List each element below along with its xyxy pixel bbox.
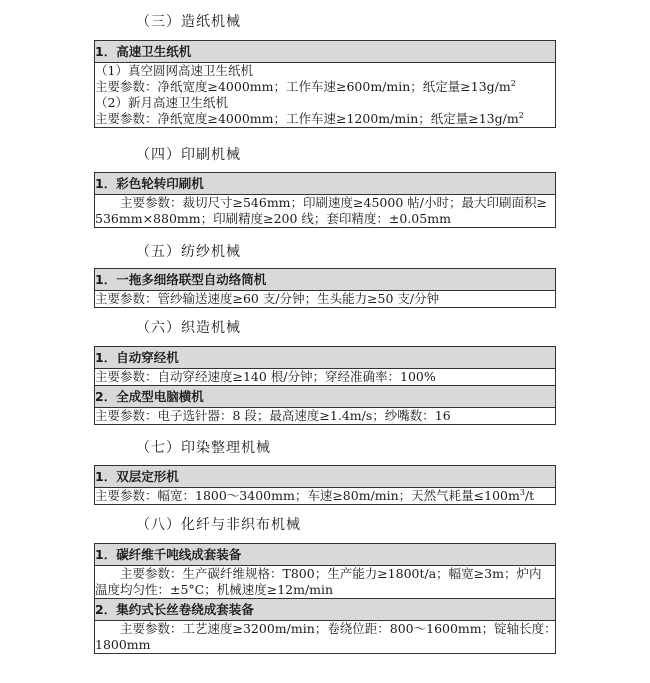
param-line: 主要参数：净纸宽度≥4000mm；工作车速≥1200m/min；纸定量$\ge 13g/m^2$ [95, 110, 524, 126]
subitem-title: （1）真空圆网高速卫生纸机 [95, 63, 253, 78]
section-title-dyeing: （七）印染整理机械 [136, 440, 271, 456]
item-body [95, 63, 556, 128]
item-body [95, 369, 556, 386]
section-title-weaving: （六）织造机械 [136, 320, 241, 336]
item-body [95, 195, 556, 228]
item-body [95, 408, 556, 425]
subitem-title: （2）新月高速卫生纸机 [95, 95, 228, 110]
param-line: 主要参数：工艺速度≥3200m/min；卷绕位距：800～1600mm；锭轴长度： [120, 621, 557, 636]
param-line-cont: 536mm×880mm；印刷精度≥200 线；套印精度：±0.05mm [95, 211, 451, 226]
item-header: 1．双层定形机 [95, 466, 556, 488]
item-header: 1．碳纤维千吨线成套装备 [95, 544, 556, 566]
section-title-papermaking: （三）造纸机械 [136, 14, 241, 30]
param-line-cont: 温度均匀性：±5°C；机械速度≥12m/min [95, 582, 334, 597]
param-line: 主要参数：自动穿经速度≥140 根/分钟；穿经准确率：100% [95, 369, 436, 384]
section-title-chemical-fiber: （八）化纤与非织布机械 [136, 517, 301, 533]
item-body [95, 621, 556, 654]
printing-table [94, 172, 556, 228]
weaving-table [94, 346, 556, 425]
item-header: 1．自动穿经机 [95, 347, 556, 369]
param-line-cont: 1800mm [95, 637, 151, 652]
section-title-printing: （四）印刷机械 [136, 147, 241, 163]
papermaking-table [94, 40, 556, 128]
section-title-spinning: （五）纺纱机械 [136, 244, 241, 260]
item-header: 1．彩色轮转印刷机 [95, 173, 556, 195]
item-header: 1．高速卫生纸机 [95, 41, 556, 63]
chemical-fiber-table [94, 543, 556, 654]
item-body [95, 488, 556, 505]
param-line: 主要参数：净纸宽度≥4000mm；工作车速≥600m/min；纸定量$\ge 13g/m^2$ [95, 78, 516, 94]
param-line: 主要参数：裁切尺寸≥546mm；印刷速度≥45000 帖/小时；最大印刷面积≥ [120, 195, 547, 210]
param-line: 主要参数：生产碳纤维规格：T800；生产能力≥1800t/a；幅宽≥3m；炉内 [120, 566, 542, 581]
dyeing-table [94, 465, 556, 505]
param-line: 主要参数：电子选针器：8 段；最高速度≥1.4m/s；纱嘴数：16 [95, 408, 451, 423]
item-body [95, 291, 556, 308]
item-header: 2．全成型电脑横机 [95, 386, 556, 408]
spinning-table [94, 268, 556, 308]
item-body [95, 566, 556, 599]
item-header: 2．集约式长丝卷绕成套装备 [95, 599, 556, 621]
param-line: 主要参数：管纱输送速度≥60 支/分钟；生头能力≥50 支/分钟 [95, 291, 440, 306]
item-header: 1．一拖多细络联型自动络筒机 [95, 269, 556, 291]
param-line: 主要参数：幅宽：1800～3400mm；车速≥80m/min；天然气耗量$\le 100m^3/t$ [95, 487, 535, 503]
